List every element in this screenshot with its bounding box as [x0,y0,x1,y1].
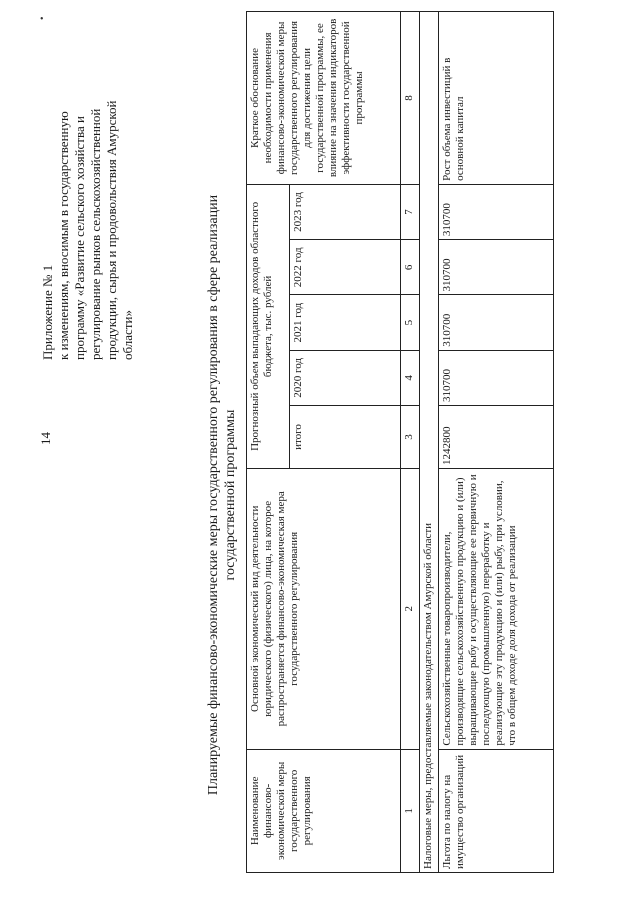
column-number: 2 [401,468,420,749]
header-activity: Основной экономический вид деятельности юридического (физического) лица, на которое распространяется финансово-экономическая мера государственного регулирования [247,468,401,749]
measures-table [246,11,554,873]
value-2022: 310700 [439,240,554,295]
value-total: 1242800 [439,406,554,469]
header-total: итого [290,406,401,469]
activity-description: Сельскохозяйственные товаропроизводители, производящие сельскохозяйственную продукцию и (или) выращивающие рыбу и осуществляющие ее первичную и последующую (промышленную) переработку и реализующие эту продукцию и (или) рыбу, при условии, что в общем доходе доля дохода от реализации [439,468,554,749]
table-row [439,12,554,873]
appendix-line: к изменениям, вносимым в государственную [56,111,71,360]
corner-mark: • [40,14,44,25]
appendix-line: регулирование рынков сельскохозяйственной [88,108,103,360]
column-number: 6 [401,240,420,295]
title-line-1: Планируемые финансово-экономические меры государственного регулирования в сфере реализации [206,194,221,796]
header-measure-name: Наименование финансово-экономической меры государственного регулирования [247,749,401,872]
appendix-line: Приложение № 1 [40,264,55,360]
justification: Рост объема инвестиций в основной капитал [439,12,554,185]
column-number: 3 [401,406,420,469]
page-number: 14 [38,432,53,445]
column-number: 8 [401,12,420,185]
header-2023: 2023 год [290,184,401,239]
column-number: 4 [401,350,420,405]
appendix-line: программу «Развитие сельского хозяйства и [72,116,87,360]
appendix-block [40,30,136,360]
measure-name: Льгота по налогу на имущество организаций [439,749,554,872]
header-justification: Краткое обоснование необходимости применения финансово-экономической меры государственного регулирования для достижения цели государственной программы, ее влияние на значения индикаторов эффективности государственной программы [247,12,401,185]
title-line-2: государственной программы [223,409,238,581]
header-2020: 2020 год [290,350,401,405]
value-2021: 310700 [439,295,554,350]
column-number-row [401,12,420,873]
header-2021: 2021 год [290,295,401,350]
header-2022: 2022 год [290,240,401,295]
section-row [420,12,439,873]
section-title: Налоговые меры, предоставляемые законодательством Амурской области [420,12,439,873]
document-title [205,170,239,820]
table-header-row [247,12,290,873]
column-number: 5 [401,295,420,350]
header-forecast-group: Прогнозный объем выпадающих доходов областного бюджета, тыс. рублей [247,184,290,468]
appendix-line: области» [120,310,135,360]
value-2020: 310700 [439,350,554,405]
value-2023: 310700 [439,184,554,239]
column-number: 7 [401,184,420,239]
appendix-line: продукции, сырья и продовольствия Амурской [104,100,119,360]
column-number: 1 [401,749,420,872]
